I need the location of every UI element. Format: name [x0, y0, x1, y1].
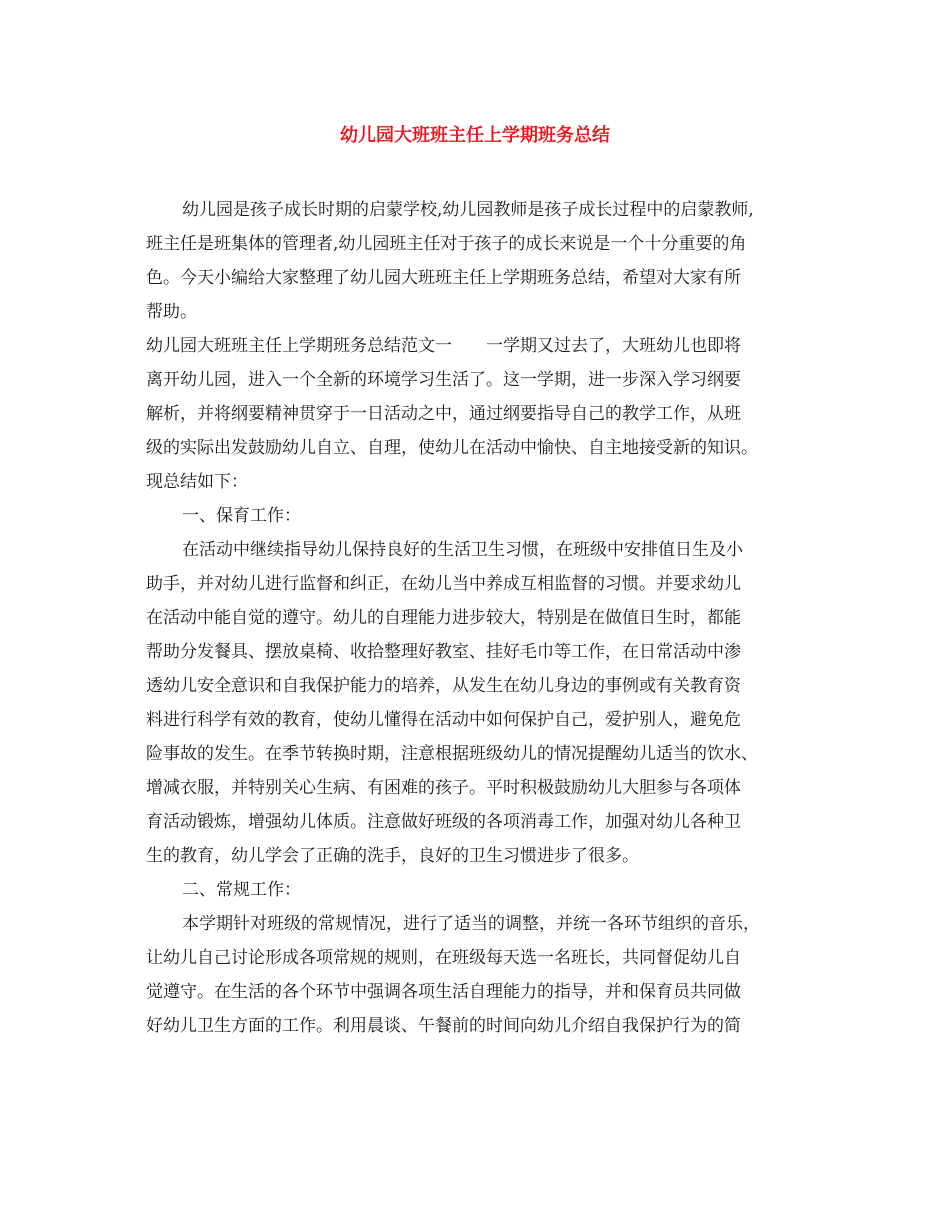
text-line-content: 让幼儿自己讨论形成各项常规的规则，在班级每天选一名班长，共同督促幼儿自: [146, 948, 741, 968]
text-line: [146, 431, 816, 465]
text-line-continuation: 一学期又过去了，大班幼儿也即将: [486, 336, 741, 356]
text-line-content: 班主任是班集体的管理者,幼儿园班主任对于孩子的成长来说是一个十分重要的角: [146, 234, 747, 254]
text-line-content: 增减衣服，并特别关心生病、有困难的孩子。平时积极鼓励幼儿大胆参与各项体: [146, 778, 741, 798]
text-line-content: 觉遵守。在生活的各个环节中强调各项生活自理能力的指导，并和保育员共同做: [146, 982, 741, 1002]
text-line: [146, 703, 816, 737]
text-line: [146, 227, 816, 261]
text-line: [146, 261, 816, 295]
text-line-content: 在活动中能自觉的遵守。幼儿的自理能力进步较大，特别是在做值日生时，都能: [146, 608, 741, 628]
text-line: [146, 873, 816, 907]
text-line: [146, 567, 816, 601]
text-line-content: 色。今天小编给大家整理了幼儿园大班班主任上学期班务总结，希望对大家有所: [146, 268, 741, 288]
text-line: [146, 941, 816, 975]
text-line-content: 帮助分发餐具、摆放桌椅、收拾整理好教室、挂好毛巾等工作，在日常活动中渗: [146, 642, 741, 662]
text-line: [146, 669, 816, 703]
text-line: [146, 397, 816, 431]
text-line: [146, 499, 816, 533]
text-line-content: 二、常规工作：: [182, 880, 301, 900]
text-line: [146, 533, 816, 567]
text-line: [146, 363, 816, 397]
document-body: [146, 193, 816, 1043]
text-line-content: 一、保育工作：: [182, 506, 301, 526]
text-line-content: 助手，并对幼儿进行监督和纠正，在幼儿当中养成互相监督的习惯。并要求幼儿: [146, 574, 741, 594]
text-line-content: 料进行科学有效的教育，使幼儿懂得在活动中如何保护自己，爱护别人，避免危: [146, 710, 741, 730]
text-line-content: 育活动锻炼，增强幼儿体质。注意做好班级的各项消毒工作，加强对幼儿各种卫: [146, 812, 741, 832]
text-line-content: 险事故的发生。在季节转换时期，注意根据班级幼儿的情况提醒幼儿适当的饮水、: [146, 744, 758, 764]
text-line-content: 级的实际出发鼓励幼儿自立、自理，使幼儿在活动中愉快、自主地接受新的知识。: [146, 438, 758, 458]
text-line-content: 离开幼儿园，进入一个全新的环境学习生活了。这一学期，进一步深入学习纲要: [146, 370, 741, 390]
text-line: [146, 975, 816, 1009]
text-line-content: 解析，并将纲要精神贯穿于一日活动之中，通过纲要指导自己的教学工作，从班: [146, 404, 741, 424]
text-line: [146, 329, 816, 363]
page-title: 幼儿园大班班主任上学期班务总结: [340, 125, 610, 146]
text-line-content: 在活动中继续指导幼儿保持良好的生活卫生习惯，在班级中安排值日生及小: [182, 540, 743, 560]
text-line-content: 生的教育，幼儿学会了正确的洗手，良好的卫生习惯进步了很多。: [146, 846, 639, 866]
text-line: [146, 737, 816, 771]
text-line: [146, 193, 816, 227]
text-line-content: 现总结如下：: [146, 472, 248, 492]
text-line: [146, 839, 816, 873]
text-line: [146, 295, 816, 329]
text-line-content: 本学期针对班级的常规情况，进行了适当的调整，并统一各环节组织的音乐，: [182, 914, 760, 934]
text-line: [146, 771, 816, 805]
text-line-content: 帮助。: [146, 302, 197, 322]
text-line: [146, 805, 816, 839]
text-line-content: 透幼儿安全意识和自我保护能力的培养，从发生在幼儿身边的事例或有关教育资: [146, 676, 741, 696]
text-line: [146, 601, 816, 635]
text-line: [146, 907, 816, 941]
text-line-content: 幼儿园是孩子成长时期的启蒙学校,幼儿园教师是孩子成长过程中的启蒙教师,: [182, 200, 754, 220]
text-line: [146, 465, 816, 499]
text-line: [146, 1009, 816, 1043]
text-line-content: 幼儿园大班班主任上学期班务总结范文一: [146, 336, 452, 356]
text-line-content: 好幼儿卫生方面的工作。利用晨谈、午餐前的时间向幼儿介绍自我保护行为的简: [146, 1016, 741, 1036]
text-line: [146, 635, 816, 669]
